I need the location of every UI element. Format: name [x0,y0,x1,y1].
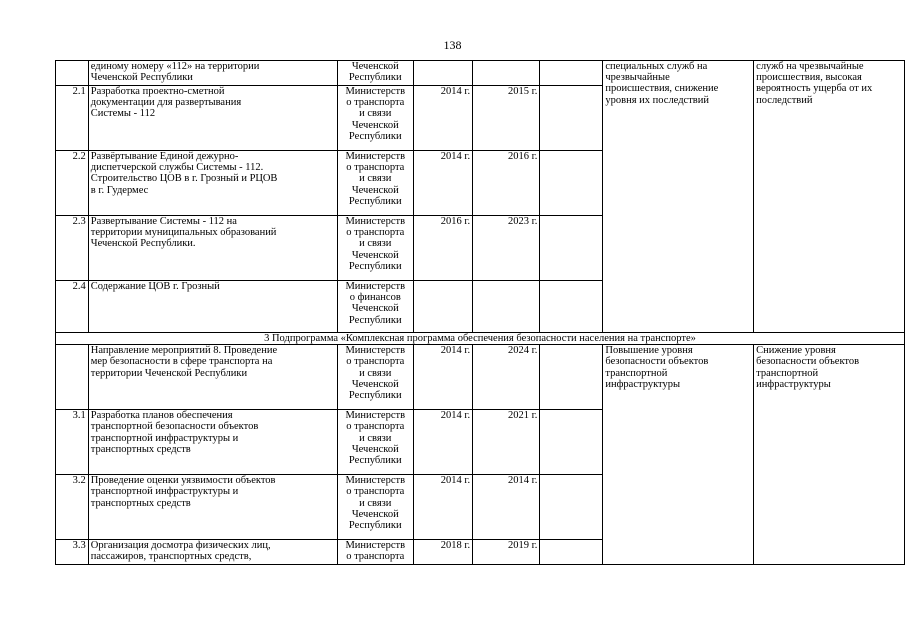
row-number: 2.4 [56,281,89,333]
start-year: 2014 г. [413,151,472,216]
row-number: 3.2 [56,475,89,540]
executor: Министерств о транспорта и связи Чеченской Республики [337,345,413,410]
executor: Министерств о транспорта и связи Чеченской Республики [337,151,413,216]
table-row [56,345,905,410]
executor: Министерств о транспорта и связи Чеченской Республики [337,410,413,475]
measure-name: Направление мероприятий 8. Проведение мер безопасности в сфере транспорта на территории Чеченской Республики [88,345,337,410]
empty-cell [540,540,603,565]
empty-cell [540,345,603,410]
table-row [56,61,905,86]
non-implementation-consequence: Снижение уровня безопасности объектов транспортной инфраструктуры [754,345,905,565]
end-year [473,61,540,86]
start-year: 2014 г. [413,475,472,540]
end-year: 2016 г. [473,151,540,216]
end-year: 2023 г. [473,216,540,281]
executor: Министерств о финансов Чеченской Республики [337,281,413,333]
section-row [56,333,905,345]
row-number: 2.2 [56,151,89,216]
row-number: 2.1 [56,86,89,151]
empty-cell [540,475,603,540]
row-number: 2.3 [56,216,89,281]
row-number [56,61,89,86]
expected-result: Повышение уровня безопасности объектов транспортной инфраструктуры [603,345,754,565]
empty-cell [540,61,603,86]
end-year: 2021 г. [473,410,540,475]
expected-result: специальных служб на чрезвычайные происшествия, снижение уровня их последствий [603,61,754,333]
measure-name: Развертывание Системы - 112 на территории муниципальных образований Чеченской Республики. [88,216,337,281]
start-year: 2014 г. [413,86,472,151]
end-year: 2019 г. [473,540,540,565]
row-number [56,345,89,410]
end-year [473,281,540,333]
start-year: 2014 г. [413,345,472,410]
start-year: 2014 г. [413,410,472,475]
measure-name: Содержание ЦОВ г. Грозный [88,281,337,333]
row-number: 3.3 [56,540,89,565]
measure-name: Организация досмотра физических лиц, пассажиров, транспортных средств, [88,540,337,565]
start-year: 2018 г. [413,540,472,565]
start-year [413,281,472,333]
row-number: 3.1 [56,410,89,475]
empty-cell [540,281,603,333]
measure-name: Проведение оценки уязвимости объектов транспортной инфраструктуры и транспортных средств [88,475,337,540]
empty-cell [540,410,603,475]
empty-cell [540,86,603,151]
executor: Министерств о транспорта и связи Чеченской Республики [337,475,413,540]
executor: Министерств о транспорта и связи Чеченской Республики [337,216,413,281]
empty-cell [540,216,603,281]
subprogram-heading: 3 Подпрограмма «Комплексная программа обеспечения безопасности населения на транспорте» [56,333,905,345]
end-year: 2015 г. [473,86,540,151]
measure-name: Разработка планов обеспечения транспортной безопасности объектов транспортной инфраструктуры и транспортных средств [88,410,337,475]
measure-name: единому номеру «112» на территории Чеченской Республики [88,61,337,86]
empty-cell [540,151,603,216]
non-implementation-consequence: служб на чрезвычайные происшествия, высокая вероятность ущерба от их последствий [754,61,905,333]
page-number: 138 [443,38,462,52]
executor: Министерств о транспорта и связи Чеченской Республики [337,86,413,151]
executor: Чеченской Республики [337,61,413,86]
start-year: 2016 г. [413,216,472,281]
measure-name: Развёртывание Единой дежурно- диспетчерской службы Системы - 112. Строительство ЦОВ в г. Грозный и РЦОВ в г. Гудермес [88,151,337,216]
measure-name: Разработка проектно-сметной документации для развертывания Системы - 112 [88,86,337,151]
start-year [413,61,472,86]
measures-table [55,60,905,565]
end-year: 2024 г. [473,345,540,410]
end-year: 2014 г. [473,475,540,540]
executor: Министерств о транспорта [337,540,413,565]
